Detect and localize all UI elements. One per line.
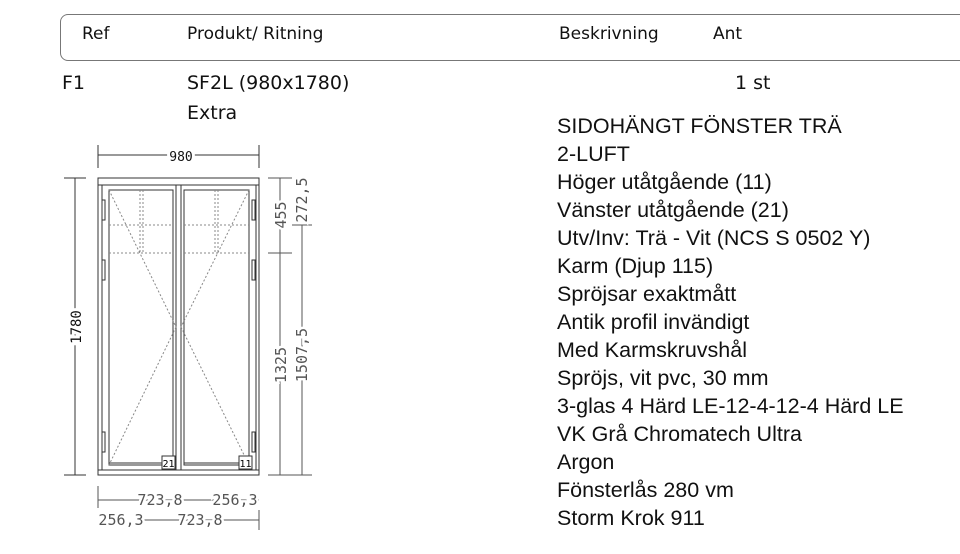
row-ref: F1: [62, 72, 86, 94]
row-quantity: 1 st: [735, 72, 771, 94]
dim-1325: 1325: [272, 346, 290, 384]
sash-left: [102, 185, 176, 470]
description-line: Utv/Inv: Trä - Vit (NCS S 0502 Y): [557, 226, 871, 250]
sash-label-left: 21: [162, 459, 175, 470]
description-line: SIDOHÄNGT FÖNSTER TRÄ: [557, 114, 842, 138]
description-line: VK Grå Chromatech Ultra: [557, 422, 802, 446]
description-line: Med Karmskruvshål: [557, 338, 747, 362]
dim-1507-5: 1507,5: [293, 327, 311, 383]
description-line: Höger utåtgående (11): [557, 170, 772, 194]
dim-bottom-256-3: 256,3: [212, 491, 258, 509]
description-line: Fönsterlås 280 vm: [557, 478, 734, 502]
description-line: Karm (Djup 115): [557, 254, 714, 278]
header-ref: Ref: [82, 24, 110, 44]
window-frame: [98, 178, 259, 475]
sash-label-right: 11: [239, 459, 252, 470]
description-line: Spröjs, vit pvc, 30 mm: [557, 366, 769, 390]
dim-272-5: 272,5: [293, 177, 311, 223]
row-variant: Extra: [187, 102, 238, 124]
header-description: Beskrivning: [559, 24, 659, 44]
description-line: Antik profil invändigt: [557, 310, 750, 334]
header-product: Produkt/ Ritning: [187, 24, 324, 44]
description-line: Storm Krok 911: [557, 506, 705, 530]
description-line: Spröjsar exaktmått: [557, 282, 737, 306]
window-drawing: [0, 0, 340, 554]
dim-bottom-723-8: 723,8: [137, 491, 183, 509]
dim-bottom2-256-3: 256,3: [98, 511, 144, 529]
dim-height: 1780: [69, 310, 85, 344]
dim-455: 455: [272, 201, 290, 229]
row-product: SF2L (980x1780): [187, 72, 350, 94]
description-line: Argon: [557, 450, 615, 474]
dim-width: 980: [169, 150, 193, 165]
description-line: 3-glas 4 Härd LE-12-4-12-4 Härd LE: [557, 394, 904, 418]
description-line: Vänster utåtgående (21): [557, 198, 789, 222]
description-list: [557, 112, 904, 532]
description-line: 2-LUFT: [557, 142, 630, 166]
dim-bottom2-723-8: 723,8: [177, 511, 223, 529]
header-quantity: Ant: [713, 24, 743, 44]
